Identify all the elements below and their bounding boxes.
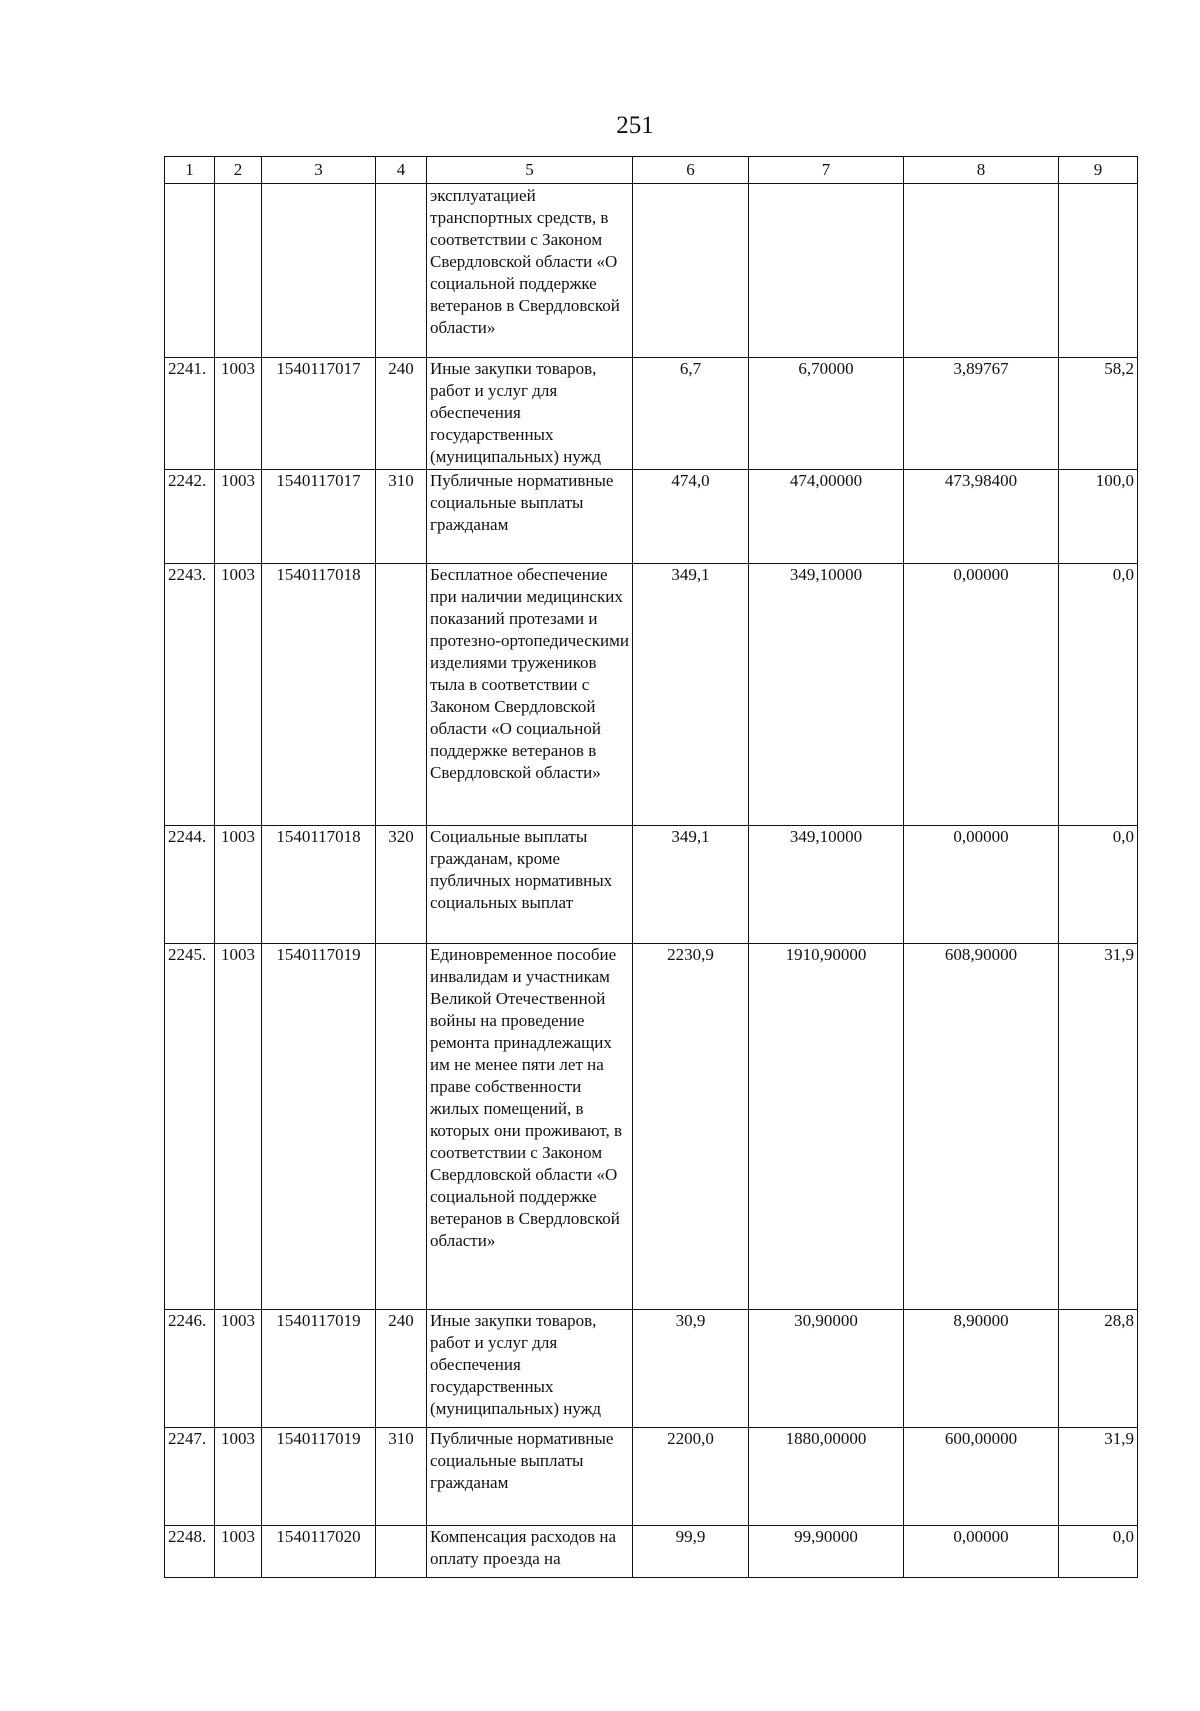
plan-amount: 2200,0 (633, 1428, 749, 1526)
plan-amount: 474,0 (633, 470, 749, 564)
executed-amount: 0,00000 (904, 826, 1059, 944)
item-name: Социальные выплаты гражданам, кроме публичных нормативных социальных выплат (427, 826, 633, 944)
expense-type: 240 (376, 1310, 427, 1428)
item-name: Иные закупки товаров, работ и услуг для обеспечения государственных (муниципальных) нужд (427, 358, 633, 470)
approved-amount: 1910,90000 (749, 944, 904, 1310)
executed-amount: 608,90000 (904, 944, 1059, 1310)
plan-amount: 2230,9 (633, 944, 749, 1310)
header-col-6: 6 (633, 157, 749, 184)
plan-amount: 349,1 (633, 564, 749, 826)
header-col-5: 5 (427, 157, 633, 184)
execution-percent: 0,0 (1059, 564, 1138, 826)
target-code: 1540117017 (262, 470, 376, 564)
table-row (165, 564, 1138, 826)
execution-percent: 100,0 (1059, 470, 1138, 564)
target-code: 1540117017 (262, 358, 376, 470)
budget-table (164, 156, 1138, 1578)
header-col-7: 7 (749, 157, 904, 184)
row-number: 2242. (165, 470, 215, 564)
table-row (165, 184, 1138, 358)
header-row (165, 157, 1138, 184)
plan-amount: 349,1 (633, 826, 749, 944)
expense-type (376, 184, 427, 358)
executed-amount: 600,00000 (904, 1428, 1059, 1526)
section-code: 1003 (215, 1310, 262, 1428)
table-row (165, 470, 1138, 564)
approved-amount: 349,10000 (749, 826, 904, 944)
plan-amount: 30,9 (633, 1310, 749, 1428)
row-number: 2246. (165, 1310, 215, 1428)
row-number (165, 184, 215, 358)
execution-percent: 31,9 (1059, 1428, 1138, 1526)
executed-amount (904, 184, 1059, 358)
row-number: 2241. (165, 358, 215, 470)
approved-amount (749, 184, 904, 358)
table-row (165, 944, 1138, 1310)
target-code: 1540117018 (262, 826, 376, 944)
expense-type: 310 (376, 470, 427, 564)
approved-amount: 99,90000 (749, 1526, 904, 1578)
header-col-3: 3 (262, 157, 376, 184)
section-code: 1003 (215, 470, 262, 564)
table-row (165, 1310, 1138, 1428)
section-code: 1003 (215, 564, 262, 826)
approved-amount: 1880,00000 (749, 1428, 904, 1526)
executed-amount: 0,00000 (904, 564, 1059, 826)
section-code: 1003 (215, 1526, 262, 1578)
plan-amount: 6,7 (633, 358, 749, 470)
expense-type: 320 (376, 826, 427, 944)
item-name: эксплуатацией транспортных средств, в соответствии с Законом Свердловской области «О социальной поддержке ветеранов в Свердловской области» (427, 184, 633, 358)
executed-amount: 473,98400 (904, 470, 1059, 564)
section-code: 1003 (215, 358, 262, 470)
expense-type (376, 1526, 427, 1578)
target-code: 1540117019 (262, 944, 376, 1310)
item-name: Публичные нормативные социальные выплаты гражданам (427, 470, 633, 564)
header-col-1: 1 (165, 157, 215, 184)
approved-amount: 6,70000 (749, 358, 904, 470)
item-name: Иные закупки товаров, работ и услуг для обеспечения государственных (муниципальных) нужд (427, 1310, 633, 1428)
header-col-2: 2 (215, 157, 262, 184)
execution-percent: 0,0 (1059, 826, 1138, 944)
approved-amount: 30,90000 (749, 1310, 904, 1428)
section-code (215, 184, 262, 358)
header-col-4: 4 (376, 157, 427, 184)
expense-type: 310 (376, 1428, 427, 1526)
plan-amount: 99,9 (633, 1526, 749, 1578)
execution-percent: 31,9 (1059, 944, 1138, 1310)
executed-amount: 8,90000 (904, 1310, 1059, 1428)
row-number: 2245. (165, 944, 215, 1310)
section-code: 1003 (215, 826, 262, 944)
executed-amount: 3,89767 (904, 358, 1059, 470)
table-row (165, 1428, 1138, 1526)
table-row (165, 358, 1138, 470)
item-name: Публичные нормативные социальные выплаты гражданам (427, 1428, 633, 1526)
executed-amount: 0,00000 (904, 1526, 1059, 1578)
row-number: 2243. (165, 564, 215, 826)
execution-percent: 28,8 (1059, 1310, 1138, 1428)
table-row (165, 1526, 1138, 1578)
header-col-8: 8 (904, 157, 1059, 184)
row-number: 2248. (165, 1526, 215, 1578)
plan-amount (633, 184, 749, 358)
row-number: 2247. (165, 1428, 215, 1526)
approved-amount: 474,00000 (749, 470, 904, 564)
execution-percent: 0,0 (1059, 1526, 1138, 1578)
header-col-9: 9 (1059, 157, 1138, 184)
page-number: 251 (616, 112, 654, 139)
target-code: 1540117018 (262, 564, 376, 826)
approved-amount: 349,10000 (749, 564, 904, 826)
target-code: 1540117020 (262, 1526, 376, 1578)
section-code: 1003 (215, 944, 262, 1310)
expense-type (376, 944, 427, 1310)
item-name: Компенсация расходов на оплату проезда на (427, 1526, 633, 1578)
row-number: 2244. (165, 826, 215, 944)
table-row (165, 826, 1138, 944)
section-code: 1003 (215, 1428, 262, 1526)
execution-percent: 58,2 (1059, 358, 1138, 470)
target-code: 1540117019 (262, 1428, 376, 1526)
item-name: Бесплатное обеспечение при наличии медицинских показаний протезами и протезно-ортопедическими изделиями тружеников тыла в соответствии с Законом Свердловской области «О социальной поддержке ветеранов в Свердловской области» (427, 564, 633, 826)
expense-type (376, 564, 427, 826)
expense-type: 240 (376, 358, 427, 470)
target-code (262, 184, 376, 358)
execution-percent (1059, 184, 1138, 358)
target-code: 1540117019 (262, 1310, 376, 1428)
item-name: Единовременное пособие инвалидам и участникам Великой Отечественной войны на проведение ремонта принадлежащих им не менее пяти лет на праве собственности жилых помещений, в которых они проживают, в соответствии с Законом Свердловской области «О социальной поддержке ветеранов в Свердловской области» (427, 944, 633, 1310)
